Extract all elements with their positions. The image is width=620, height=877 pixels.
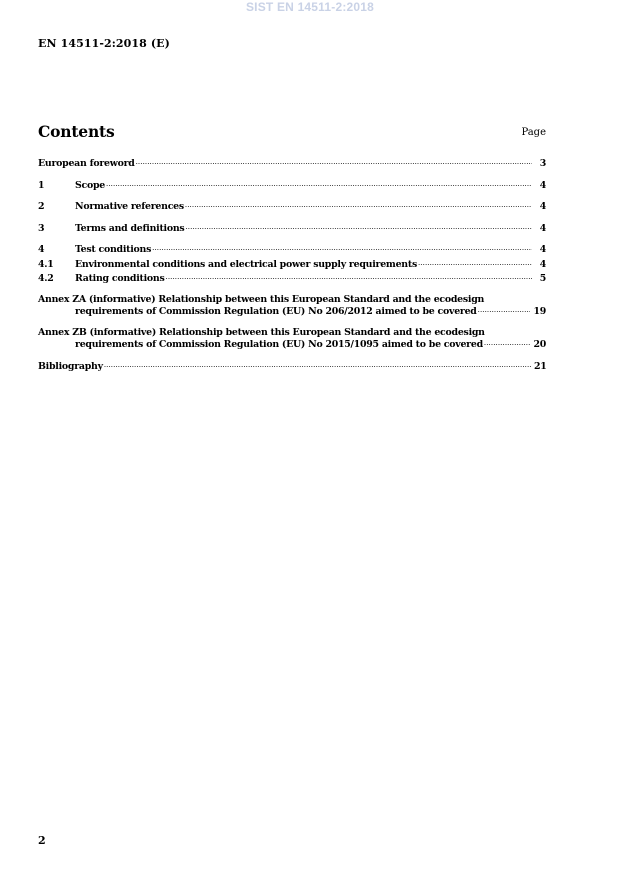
toc-annex-subtitle: requirements of Commission Regulation (EU) No 2015/1095 aimed to be covered: [75, 339, 483, 350]
toc-entry-page: 4: [539, 201, 546, 212]
toc-entry-foreword[interactable]: [38, 157, 546, 170]
toc-entry-test-conditions[interactable]: [38, 243, 546, 256]
toc-leader-dots: [152, 243, 532, 255]
toc-leader-dots: [185, 222, 532, 234]
toc-leader-dots: [418, 258, 532, 270]
toc-annex-title: Annex ZB (informative) Relationship between this European Standard and the ecodesign: [38, 326, 485, 338]
toc-entry-number: 4: [38, 244, 45, 255]
toc-leader-dots: [484, 338, 530, 350]
toc-annex-title: Annex ZA (informative) Relationship between this European Standard and the ecodesign: [38, 293, 485, 305]
toc-entry-number: 4.2: [38, 273, 54, 284]
toc-leader-dots: [185, 200, 532, 212]
toc-entry-number: 1: [38, 179, 45, 191]
toc-entry-number: 4.1: [38, 258, 54, 270]
toc-entry-page: 3: [539, 158, 546, 169]
toc-entry-page: 4: [539, 258, 546, 270]
toc-entry-label: Test conditions: [75, 244, 152, 255]
table-of-contents: [38, 157, 546, 372]
toc-leader-dots: [166, 272, 533, 284]
toc-entry-label: Scope: [75, 179, 106, 191]
toc-entry-label: European foreword: [38, 158, 135, 169]
toc-entry-page: 21: [534, 360, 547, 372]
toc-entry-page: 4: [539, 179, 546, 191]
toc-entry-bibliography[interactable]: [38, 360, 546, 373]
toc-entry-rating-conditions[interactable]: [38, 272, 546, 285]
toc-entry-scope[interactable]: [38, 179, 546, 192]
toc-entry-annex-za[interactable]: [38, 294, 546, 318]
toc-annex-subtitle: requirements of Commission Regulation (EU) No 206/2012 aimed to be covered: [75, 306, 477, 317]
toc-entry-page: 5: [539, 273, 546, 284]
toc-entry-terms-and-definitions[interactable]: [38, 222, 546, 235]
toc-entry-number: 2: [38, 201, 45, 212]
page-column-heading: Page: [521, 127, 546, 138]
toc-entry-label: Rating conditions: [75, 273, 165, 284]
toc-entry-page: 20: [533, 339, 546, 350]
toc-entry-normative-references[interactable]: [38, 200, 546, 213]
document-id-header: EN 14511-2:2018 (E): [38, 37, 170, 50]
toc-leader-dots: [136, 157, 532, 169]
toc-entry-label: Environmental conditions and electrical power supply requirements: [75, 258, 417, 270]
toc-entry-label: Terms and definitions: [75, 222, 185, 234]
toc-entry-page: 4: [539, 222, 546, 234]
document-watermark: SIST EN 14511-2:2018: [245, 0, 375, 14]
toc-entry-environmental-conditions[interactable]: [38, 258, 546, 271]
toc-leader-dots: [106, 179, 532, 191]
toc-entry-annex-zb[interactable]: [38, 327, 546, 351]
toc-entry-page: 4: [539, 244, 546, 255]
toc-entry-label: Normative references: [75, 201, 184, 212]
toc-leader-dots: [478, 305, 530, 317]
toc-entry-number: 3: [38, 222, 45, 234]
page-number: 2: [38, 834, 46, 847]
toc-entry-label: Bibliography: [38, 360, 103, 372]
toc-leader-dots: [104, 360, 532, 372]
contents-heading: Contents: [38, 122, 115, 141]
toc-entry-page: 19: [533, 306, 546, 317]
